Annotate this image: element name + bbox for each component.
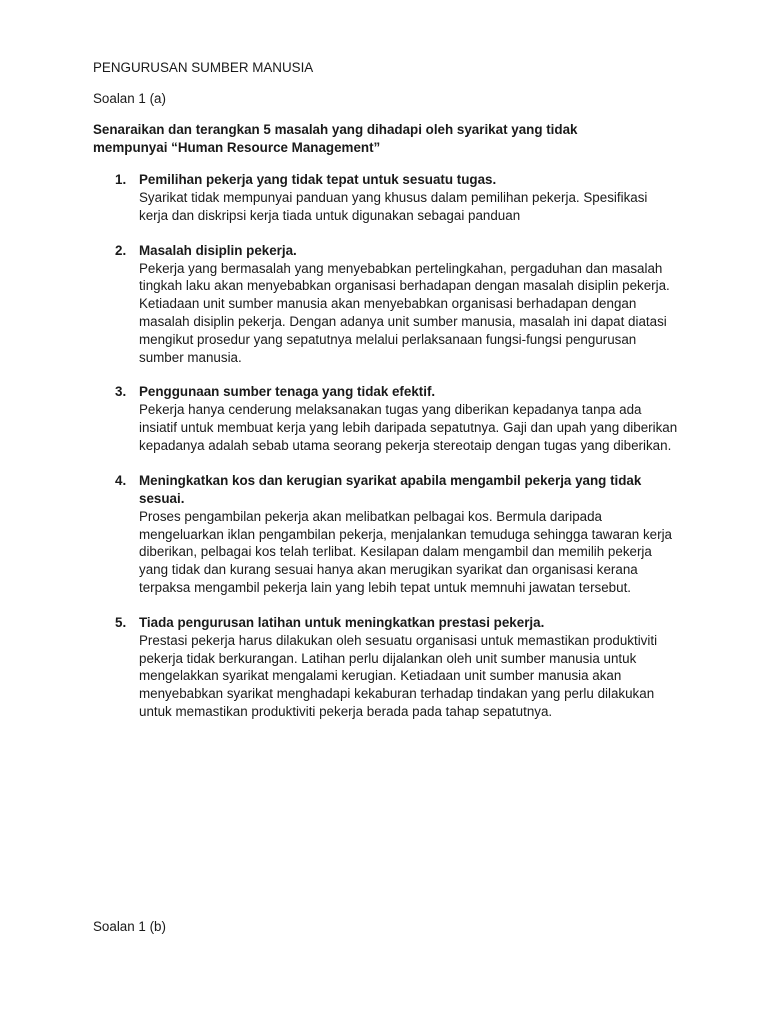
list-item-body: Prestasi pekerja harus dilakukan oleh sesuatu organisasi untuk memastikan produktiviti pekerja tidak berkurangan. Latihan perlu dijalankan oleh unit sumber manusia untuk mengelakkan syarikat mengalami kerugian. Ketiadaan unit sumber manusia akan menyebabkan syarikat menghadapi kekaburan terhadap tindakan yang perlu dilakukan untuk memastikan produktiviti pekerja berada pada tahap sepatutnya. [139, 632, 658, 719]
list-item-body: Pekerja hanya cenderung melaksanakan tugas yang diberikan kepadanya tanpa ada insiatif untuk membuat kerja yang lebih daripada sepatutnya. Gaji dan upah yang diberikan kepadanya adalah sebab utama seorang pekerja stereotaip dengan tugas yang diberikan. [139, 402, 678, 453]
list-item-heading: Masalah disiplin pekerja. [139, 242, 297, 258]
list-item-heading: Pemilihan pekerja yang tidak tepat untuk sesuatu tugas. [139, 172, 497, 187]
document-page [93, 59, 693, 738]
list-item [93, 383, 679, 454]
list-item-number: 3. [115, 384, 127, 400]
list-item [93, 242, 679, 367]
list-item-body: Syarikat tidak mempunyai panduan yang khusus dalam pemilihan pekerja. Spesifikasi kerja dan diskripsi kerja tiada untuk digunakan sebagai panduan [139, 190, 648, 223]
list-item-number: 4. [115, 472, 127, 488]
document-title: PENGURUSAN SUMBER MANUSIA [93, 60, 314, 75]
list-item-heading: Meningkatkan kos dan kerugian syarikat apabila mengambil pekerja yang tidak sesuai. [139, 472, 642, 506]
list-item-heading: Penggunaan sumber tenaga yang tidak efektif. [139, 384, 436, 400]
list-item-body: Pekerja yang bermasalah yang menyebabkan pertelingkahan, pergaduhan dan masalah tingkah laku akan menyebabkan organisasi berhadapan dengan masalah disiplin pekerja. Ketiadaan unit sumber manusia akan menyebabkan organisasi berhadapan dengan masalah disiplin pekerja. Dengan adanya unit sumber manusia, masalah ini dapat diatasi mengikut prosedur yang sepatutnya melalui perlaksanaan fungsi-fungsi pengurusan sumber manusia. [139, 260, 670, 365]
list-item-number: 1. [115, 172, 127, 187]
list-item-number: 2. [115, 242, 127, 258]
problem-list [93, 171, 693, 721]
list-item-number: 5. [115, 614, 127, 630]
list-item [93, 614, 679, 721]
list-item [93, 171, 679, 225]
question-text: Senaraikan dan terangkan 5 masalah yang dihadapi oleh syarikat yang tidak mempunyai “Human Resource Management” [93, 122, 578, 155]
list-item-body: Proses pengambilan pekerja akan melibatkan pelbagai kos. Bermula daripada mengeluarkan iklan pengambilan pekerja, menjalankan temuduga sehingga tawaran kerja diberikan, pelbagai kos telah terlibat. Kesilapan dalam mengambil dan memilih pekerja yang tidak dan kurang sesuai hanya akan merugikan syarikat dan organisasi kerana terpaksa mengambil pekerja lain yang lebih tepat untuk memnuhi jawatan tersebut. [139, 508, 672, 595]
section-label: Soalan 1 (a) [93, 91, 166, 106]
next-section-label: Soalan 1 (b) [93, 919, 166, 934]
list-item-heading: Tiada pengurusan latihan untuk meningkatkan prestasi pekerja. [139, 614, 545, 630]
list-item [93, 472, 679, 597]
